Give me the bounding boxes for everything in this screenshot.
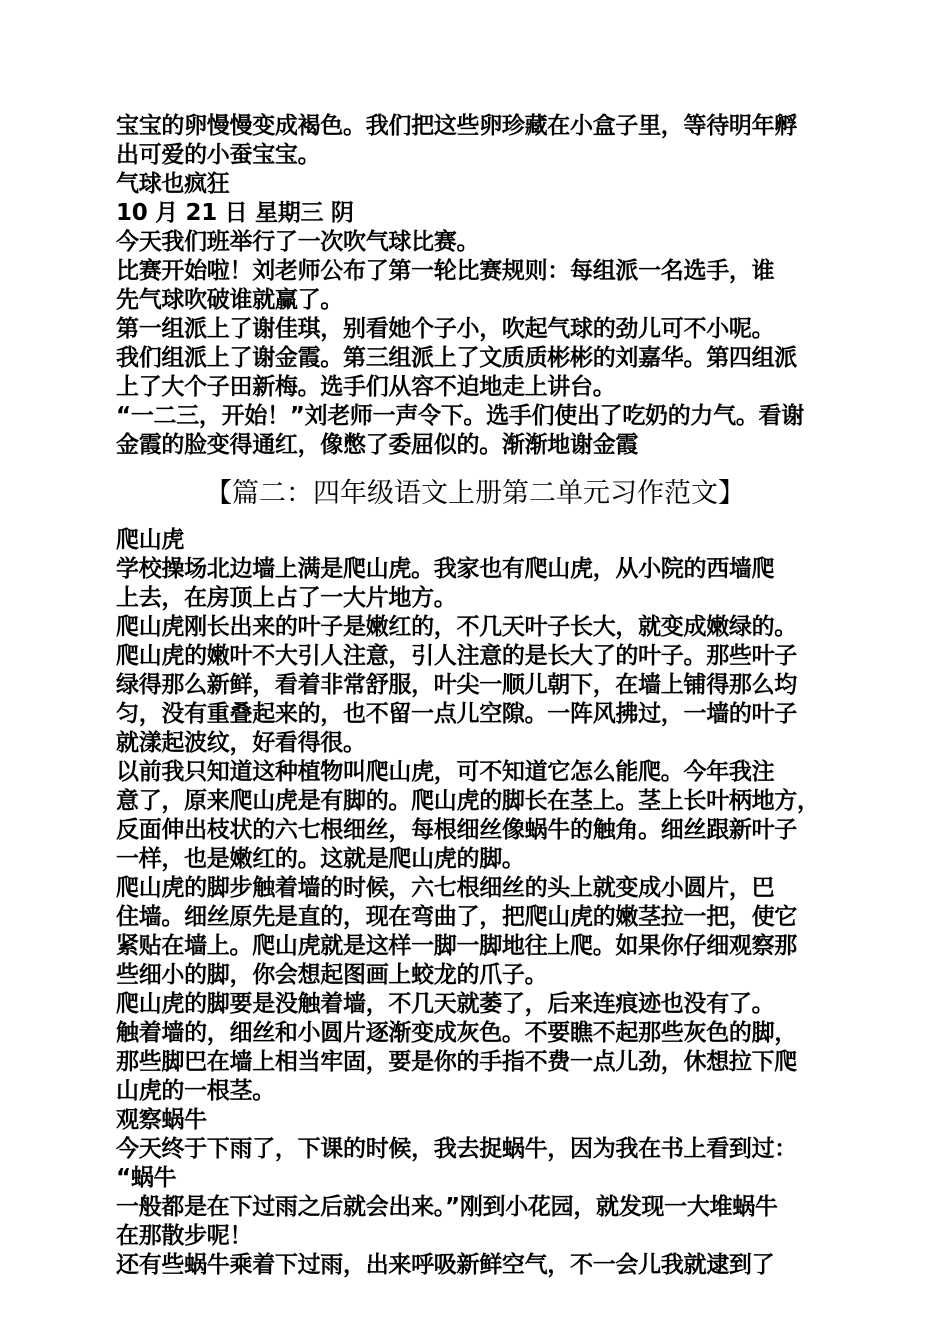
text-line: 一样，也是嫩红的。这就是爬山虎的脚。 xyxy=(116,846,525,872)
text-line: 爬山虎刚长出来的叶子是嫩红的，不几天叶子长大，就变成嫩绿的。 xyxy=(116,614,798,640)
text-line: 就漾起波纹，好看得很。 xyxy=(116,730,366,756)
spacer xyxy=(116,518,838,526)
text-line: 宝宝的卵慢慢变成褐色。我们把这些卵珍藏在小盒子里，等待明年孵 xyxy=(116,113,798,139)
text-line: 出可爱的小蚕宝宝。 xyxy=(116,142,321,168)
text-line: 反面伸出枝状的六七根细丝，每根细丝像蜗牛的触角。细丝跟新叶子 xyxy=(116,817,798,843)
text-line: 爬山虎的脚步触着墙的时候，六七根细丝的头上就变成小圆片，巴 xyxy=(116,875,775,901)
text-line: 今天终于下雨了，下课的时候，我去捉蜗牛，因为我在书上看到过： xyxy=(116,1136,798,1162)
text-line: 观察蜗牛 xyxy=(116,1107,207,1133)
text-line: 10 月 21 日 星期三 阴 xyxy=(116,200,354,226)
text-line: 在那散步呢！ xyxy=(116,1223,253,1249)
text-line: 还有些蜗牛乘着下过雨，出来呼吸新鲜空气，不一会儿我就逮到了 xyxy=(116,1252,775,1278)
spacer xyxy=(116,460,838,474)
text-line: 比赛开始啦！刘老师公布了第一轮比赛规则：每组派一名选手，谁 xyxy=(116,258,775,284)
text-line: 气球也疯狂 xyxy=(116,171,230,197)
text-line: 绿得那么新鲜，看着非常舒服，叶尖一顺儿朝下，在墙上铺得那么均 xyxy=(116,672,798,698)
text-line: 我们组派上了谢金霞。第三组派上了文质质彬彬的刘嘉华。第四组派 xyxy=(116,345,798,371)
text-line: 些细小的脚，你会想起图画上蛟龙的爪子。 xyxy=(116,962,548,988)
text-line: 紧贴在墙上。爬山虎就是这样一脚一脚地往上爬。如果你仔细观察那 xyxy=(116,933,798,959)
text-line: 住墙。细丝原先是直的，现在弯曲了，把爬山虎的嫩茎拉一把，使它 xyxy=(116,904,798,930)
text-line: 第一组派上了谢佳琪，别看她个子小，吹起气球的劲儿可不小呢。 xyxy=(116,316,775,342)
section-heading: 【篇二：四年级语文上册第二单元习作范文】 xyxy=(205,478,745,509)
text-line: 匀，没有重叠起来的，也不留一点儿空隙。一阵风拂过，一墙的叶子 xyxy=(116,701,798,727)
text-line: 意了，原来爬山虎是有脚的。爬山虎的脚长在茎上。茎上长叶柄地方， xyxy=(116,788,820,814)
text-line: 学校操场北边墙上满是爬山虎。我家也有爬山虎，从小院的西墙爬 xyxy=(116,556,775,582)
text-line: 以前我只知道这种植物叫爬山虎，可不知道它怎么能爬。今年我注 xyxy=(116,759,775,785)
document-body xyxy=(116,112,838,1280)
text-line: 触着墙的，细丝和小圆片逐渐变成灰色。不要瞧不起那些灰色的脚， xyxy=(116,1020,798,1046)
text-line: 今天我们班举行了一次吹气球比赛。 xyxy=(116,229,480,255)
text-line: 爬山虎的脚要是没触着墙，不几天就萎了，后来连痕迹也没有了。 xyxy=(116,991,775,1017)
text-line: 那些脚巴在墙上相当牢固，要是你的手指不费一点儿劲，休想拉下爬 xyxy=(116,1049,798,1075)
text-block-top xyxy=(116,112,838,460)
text-line: 先气球吹破谁就赢了。 xyxy=(116,287,344,313)
text-line: “一二三，开始！”刘老师一声令下。选手们使出了吃奶的力气。看谢 xyxy=(116,403,804,429)
text-line: 爬山虎的嫩叶不大引人注意，引人注意的是长大了的叶子。那些叶子 xyxy=(116,643,798,669)
text-line: 上去，在房顶上占了一大片地方。 xyxy=(116,585,457,611)
text-block-bottom xyxy=(116,526,838,1280)
text-line: 上了大个子田新梅。选手们从容不迫地走上讲台。 xyxy=(116,374,616,400)
text-line: 山虎的一根茎。 xyxy=(116,1078,275,1104)
text-line: 一般都是在下过雨之后就会出来。”刚到小花园，就发现一大堆蜗牛 xyxy=(116,1194,778,1220)
text-line: 爬山虎 xyxy=(116,527,185,553)
text-line: 金霞的脸变得通红，像憋了委屈似的。渐渐地谢金霞 xyxy=(116,432,639,458)
text-line: “蜗牛 xyxy=(116,1165,177,1191)
